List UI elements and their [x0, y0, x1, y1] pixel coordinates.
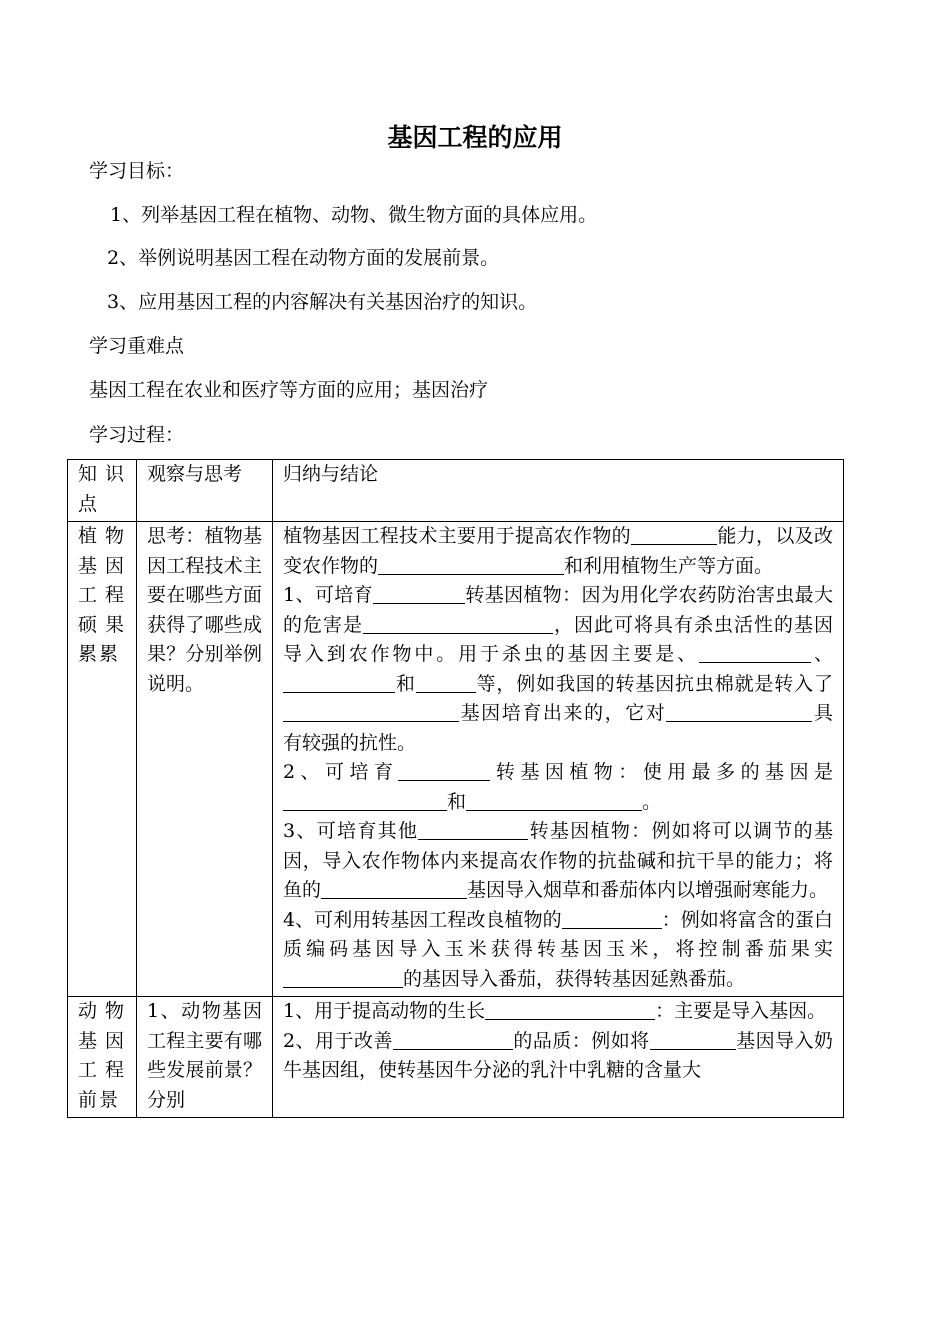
fill-blank[interactable] [283, 701, 459, 722]
fill-blank[interactable] [416, 672, 476, 693]
page-title: 基因工程的应用 [387, 123, 563, 152]
fill-blank[interactable] [699, 642, 811, 663]
row1-point-1: 1、可培育 转基因植物：因为用化学农药防治害虫最大的危害是 ，因此可将具有杀虫活性的基因导入到农作物中。用于杀虫的基因主要是、 、和 等，例如我国的转基因抗虫棉就是转入了基因培育出来的，它对 具有较强的抗性。 [283, 584, 833, 754]
row2-question: 1、动物基因工程主要有哪些发展前景？分别 [137, 997, 273, 1118]
table-row [68, 997, 844, 1118]
fill-blank[interactable] [485, 999, 655, 1020]
process-heading: 学习过程： [89, 424, 185, 446]
fill-blank[interactable] [631, 524, 717, 545]
objective-2: 2、举例说明基因工程在动物方面的发展前景。 [107, 247, 500, 269]
fill-blank[interactable] [466, 790, 642, 811]
row1-intro: 植物基因工程技术主要用于提高农作物的 能力，以及改变农作物的 和利用植物生产等方面。 [283, 525, 833, 577]
objectives-heading: 学习目标： [89, 160, 185, 182]
fill-blank[interactable] [650, 1029, 736, 1050]
fill-blank[interactable] [373, 583, 465, 604]
row1-point-4: 4、可利用转基因工程改良植物的 ：例如将富含的蛋白质编码基因导入玉米获得转基因玉米，将控制番茄果实的基因导入番茄，获得转基因延熟番茄。 [283, 908, 833, 990]
row1-topic: 植物基因工程硕果累累 [68, 522, 137, 997]
fill-blank[interactable] [321, 878, 467, 899]
row2-point-2: 2、用于改善 的品质：例如将 基因导入奶牛基因组，使转基因牛分泌的乳汁中乳糖的含量大 [283, 1029, 833, 1081]
objective-1: 1、列举基因工程在植物、动物、微生物方面的具体应用。 [110, 204, 598, 226]
row2-topic: 动物基因工程前景 [68, 997, 137, 1118]
fill-blank[interactable] [398, 760, 490, 781]
header-observe: 观察与思考 [137, 460, 273, 522]
row2-point-1: 1、用于提高动物的生长 ：主要是导入基因。 [283, 1000, 827, 1022]
header-topic: 知识点 [68, 460, 137, 522]
fill-blank[interactable] [283, 790, 447, 811]
row2-conclusion [273, 997, 844, 1118]
fill-blank[interactable] [666, 701, 812, 722]
fill-blank[interactable] [363, 613, 553, 634]
fill-blank[interactable] [378, 554, 564, 575]
fill-blank[interactable] [283, 672, 395, 693]
row1-conclusion [273, 522, 844, 997]
fill-blank[interactable] [562, 908, 662, 929]
table-header-row [68, 460, 844, 522]
objective-3: 3、应用基因工程的内容解决有关基因治疗的知识。 [107, 291, 538, 313]
header-conclusion: 归纳与结论 [273, 460, 844, 522]
table-row [68, 522, 844, 997]
fill-blank[interactable] [393, 1029, 513, 1050]
key-points-heading: 学习重难点 [89, 335, 185, 357]
row1-point-3: 3、可培育其他 转基因植物：例如将可以调节的基因，导入农作物体内来提高农作物的抗盐碱和抗干旱的能力；将鱼的 基因导入烟草和番茄体内以增强耐寒能力。 [283, 820, 833, 901]
fill-blank[interactable] [418, 819, 528, 840]
row1-question: 思考：植物基因工程技术主要在哪些方面获得了哪些成果？分别举例说明。 [137, 522, 273, 997]
key-points: 基因工程在农业和医疗等方面的应用；基因治疗 [89, 379, 489, 401]
learning-table [67, 459, 844, 1118]
fill-blank[interactable] [283, 967, 403, 988]
row1-point-2: 2、可培育 转基因植物：使用最多的基因是和 。 [283, 761, 833, 813]
